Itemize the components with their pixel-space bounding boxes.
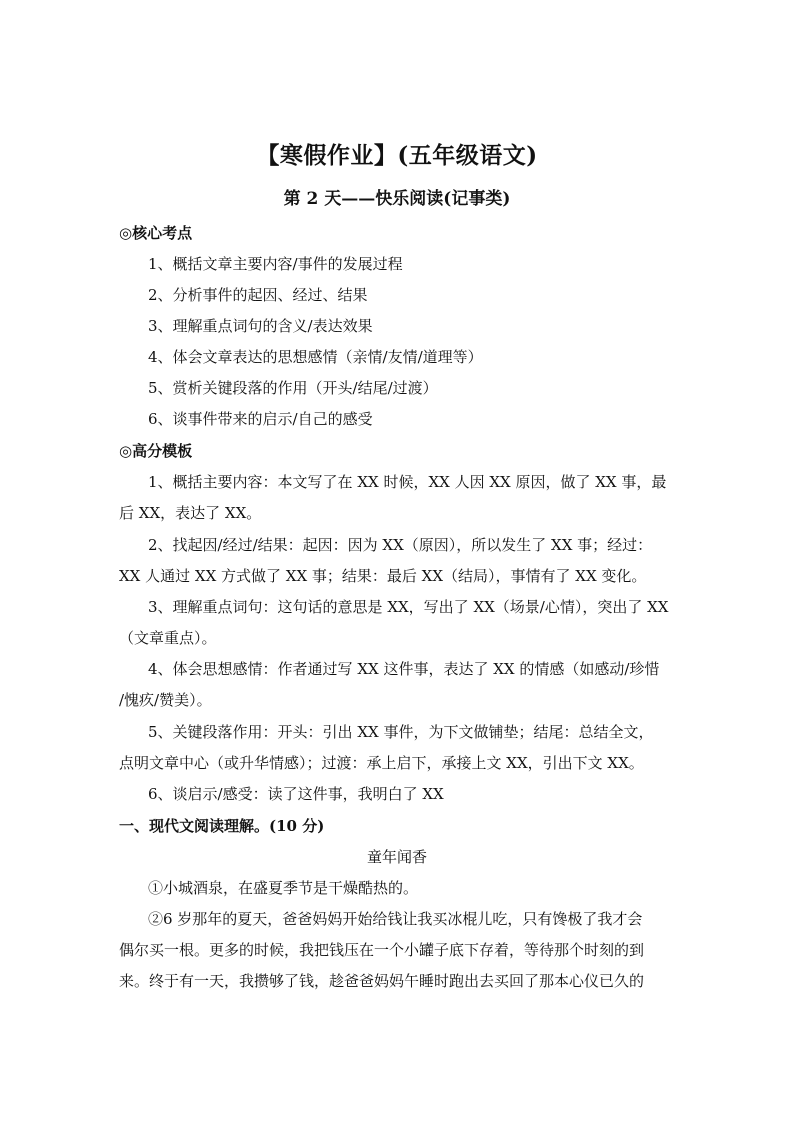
template-line: 6、谈启示/感受：读了这件事，我明白了 XX [148,785,444,803]
core-point-item: 4、体会文章表达的思想感情（亲情/友情/道理等） [148,348,483,366]
core-point-item: 3、理解重点词句的含义/表达效果 [148,317,373,335]
page-subtitle: 第 2 天——快乐阅读(记事类) [283,189,511,209]
core-point-item: 6、谈事件带来的启示/自己的感受 [148,410,373,428]
templates-heading: ◎高分模板 [119,442,193,460]
template-line: 点明文章中心（或升华情感）；过渡：承上启下，承接上文 XX，引出下文 XX。 [119,754,644,772]
template-line: XX 人通过 XX 方式做了 XX 事；结果：最后 XX（结局），事情有了 XX 变化。 [119,567,647,585]
reading-heading: 一、现代文阅读理解。(10 分) [119,817,325,835]
passage-title: 童年闻香 [366,848,427,866]
passage-line: ②6 岁那年的夏天，爸爸妈妈开始给钱让我买冰棍儿吃，只有馋极了我才会 [148,910,643,928]
template-line: /愧疚/赞美）。 [119,691,212,709]
passage-line: 偶尔买一根。更多的时候，我把钱压在一个小罐子底下存着，等待那个时刻的到 [119,941,645,959]
passage-line: ①小城酒泉，在盛夏季节是干燥酷热的。 [148,879,419,897]
page-title: 【寒假作业】(五年级语文) [256,142,538,169]
core-points-heading: ◎核心考点 [119,224,193,242]
template-line: 5、关键段落作用：开头：引出 XX 事件，为下文做铺垫；结尾：总结全文， [148,723,654,741]
template-line: 后 XX，表达了 XX。 [119,504,262,522]
core-point-item: 5、赏析关键段落的作用（开头/结尾/过渡） [148,379,438,397]
template-line: 3、理解重点词句：这句话的意思是 XX，写出了 XX（场景/心情），突出了 XX [148,598,669,616]
passage-line: 来。终于有一天，我攒够了钱，趁爸爸妈妈午睡时跑出去买回了那本心仪已久的 [119,972,645,990]
template-line: 2、找起因/经过/结果：起因：因为 XX（原因），所以发生了 XX 事；经过： [148,536,653,554]
core-point-item: 1、概括文章主要内容/事件的发展过程 [148,255,403,273]
template-line: （文章重点）。 [119,629,217,647]
template-line: 4、体会思想感情：作者通过写 XX 这件事，表达了 XX 的情感（如感动/珍惜 [148,660,660,678]
template-line: 1、概括主要内容：本文写了在 XX 时候，XX 人因 XX 原因，做了 XX 事，最 [148,473,667,491]
core-point-item: 2、分析事件的起因、经过、结果 [148,286,368,304]
